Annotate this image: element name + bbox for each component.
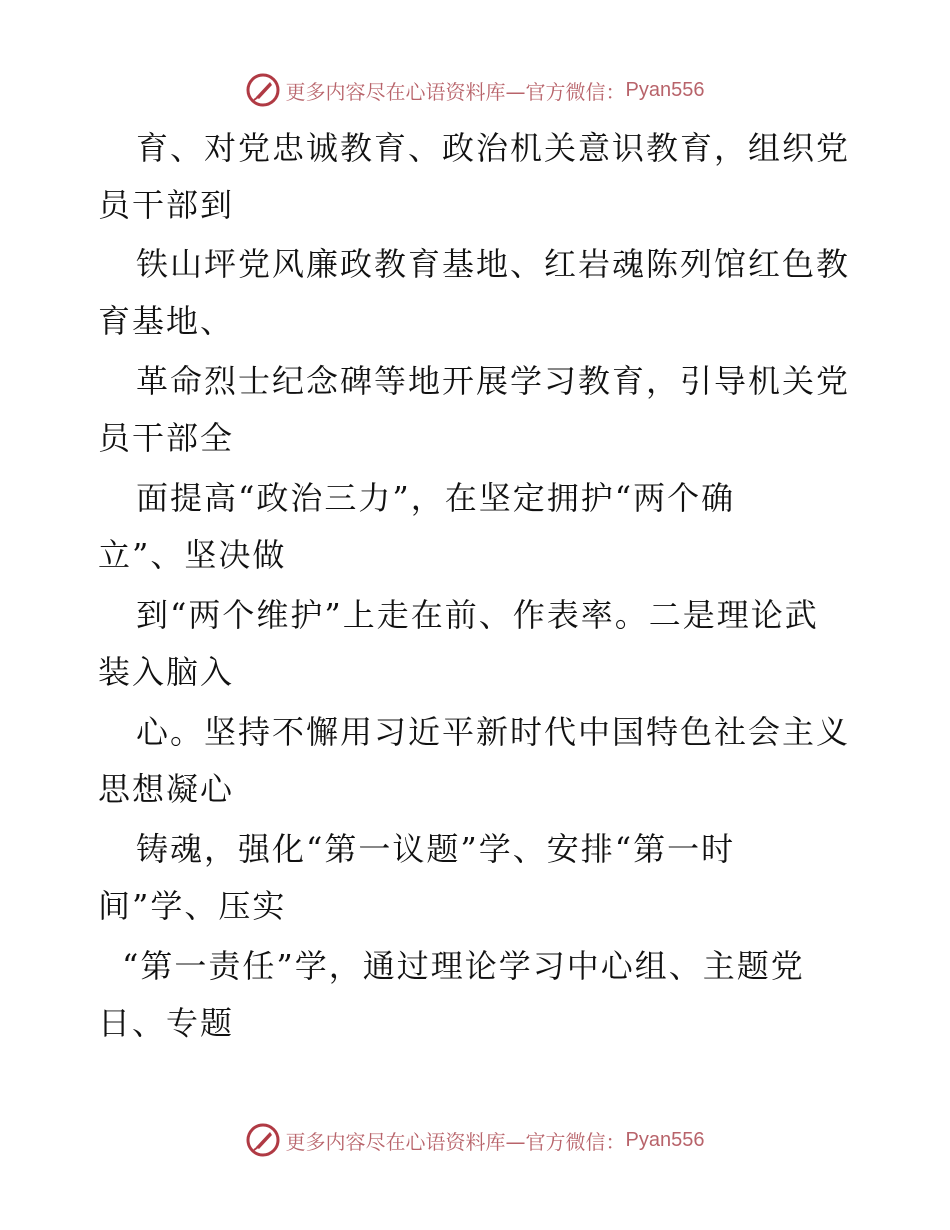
paragraph-line: 面提高“政治三力”，在坚定拥护“两个确	[136, 479, 736, 517]
paragraph-line: 革命烈士纪念碑等地开展学习教育，引导机关党	[136, 362, 851, 400]
paragraph-line: 心。坚持不懈用习近平新时代中国特色社会主义	[136, 713, 851, 751]
paragraph-line: 立”、坚决做	[98, 536, 287, 574]
paragraph-line: 育、对党忠诚教育、政治机关意识教育，组织党	[136, 129, 851, 167]
watermark-wechat-id: Pyan556	[625, 78, 705, 101]
paragraph-line: 装入脑入	[98, 653, 235, 691]
paragraph-line: 间”学、压实	[98, 887, 287, 925]
paragraph-line: 育基地、	[98, 302, 235, 340]
footer-watermark	[0, 1120, 950, 1160]
paragraph-line: 铁山坪党风廉政教育基地、红岩魂陈列馆红色教	[136, 245, 851, 283]
paragraph-line: 日、专题	[98, 1004, 235, 1042]
paragraph-line: 思想凝心	[98, 770, 235, 808]
paragraph-line: 到“两个维护”上走在前、作表率。二是理论武	[136, 596, 819, 634]
quill-logo-icon	[246, 73, 280, 107]
paragraph-line: 员干部全	[98, 419, 235, 457]
paragraph-line: 员干部到	[98, 186, 235, 224]
watermark-text: 更多内容尽在心语资料库—官方微信：	[285, 1129, 626, 1154]
header-watermark	[0, 70, 950, 110]
quill-logo-icon	[246, 1123, 280, 1157]
paragraph-line: 铸魂，强化“第一议题”学、安排“第一时	[136, 830, 736, 868]
watermark-wechat-id: Pyan556	[625, 1128, 705, 1151]
paragraph-line: “第一责任”学，通过理论学习中心组、主题党	[122, 947, 805, 985]
watermark-text: 更多内容尽在心语资料库—官方微信：	[285, 79, 626, 104]
